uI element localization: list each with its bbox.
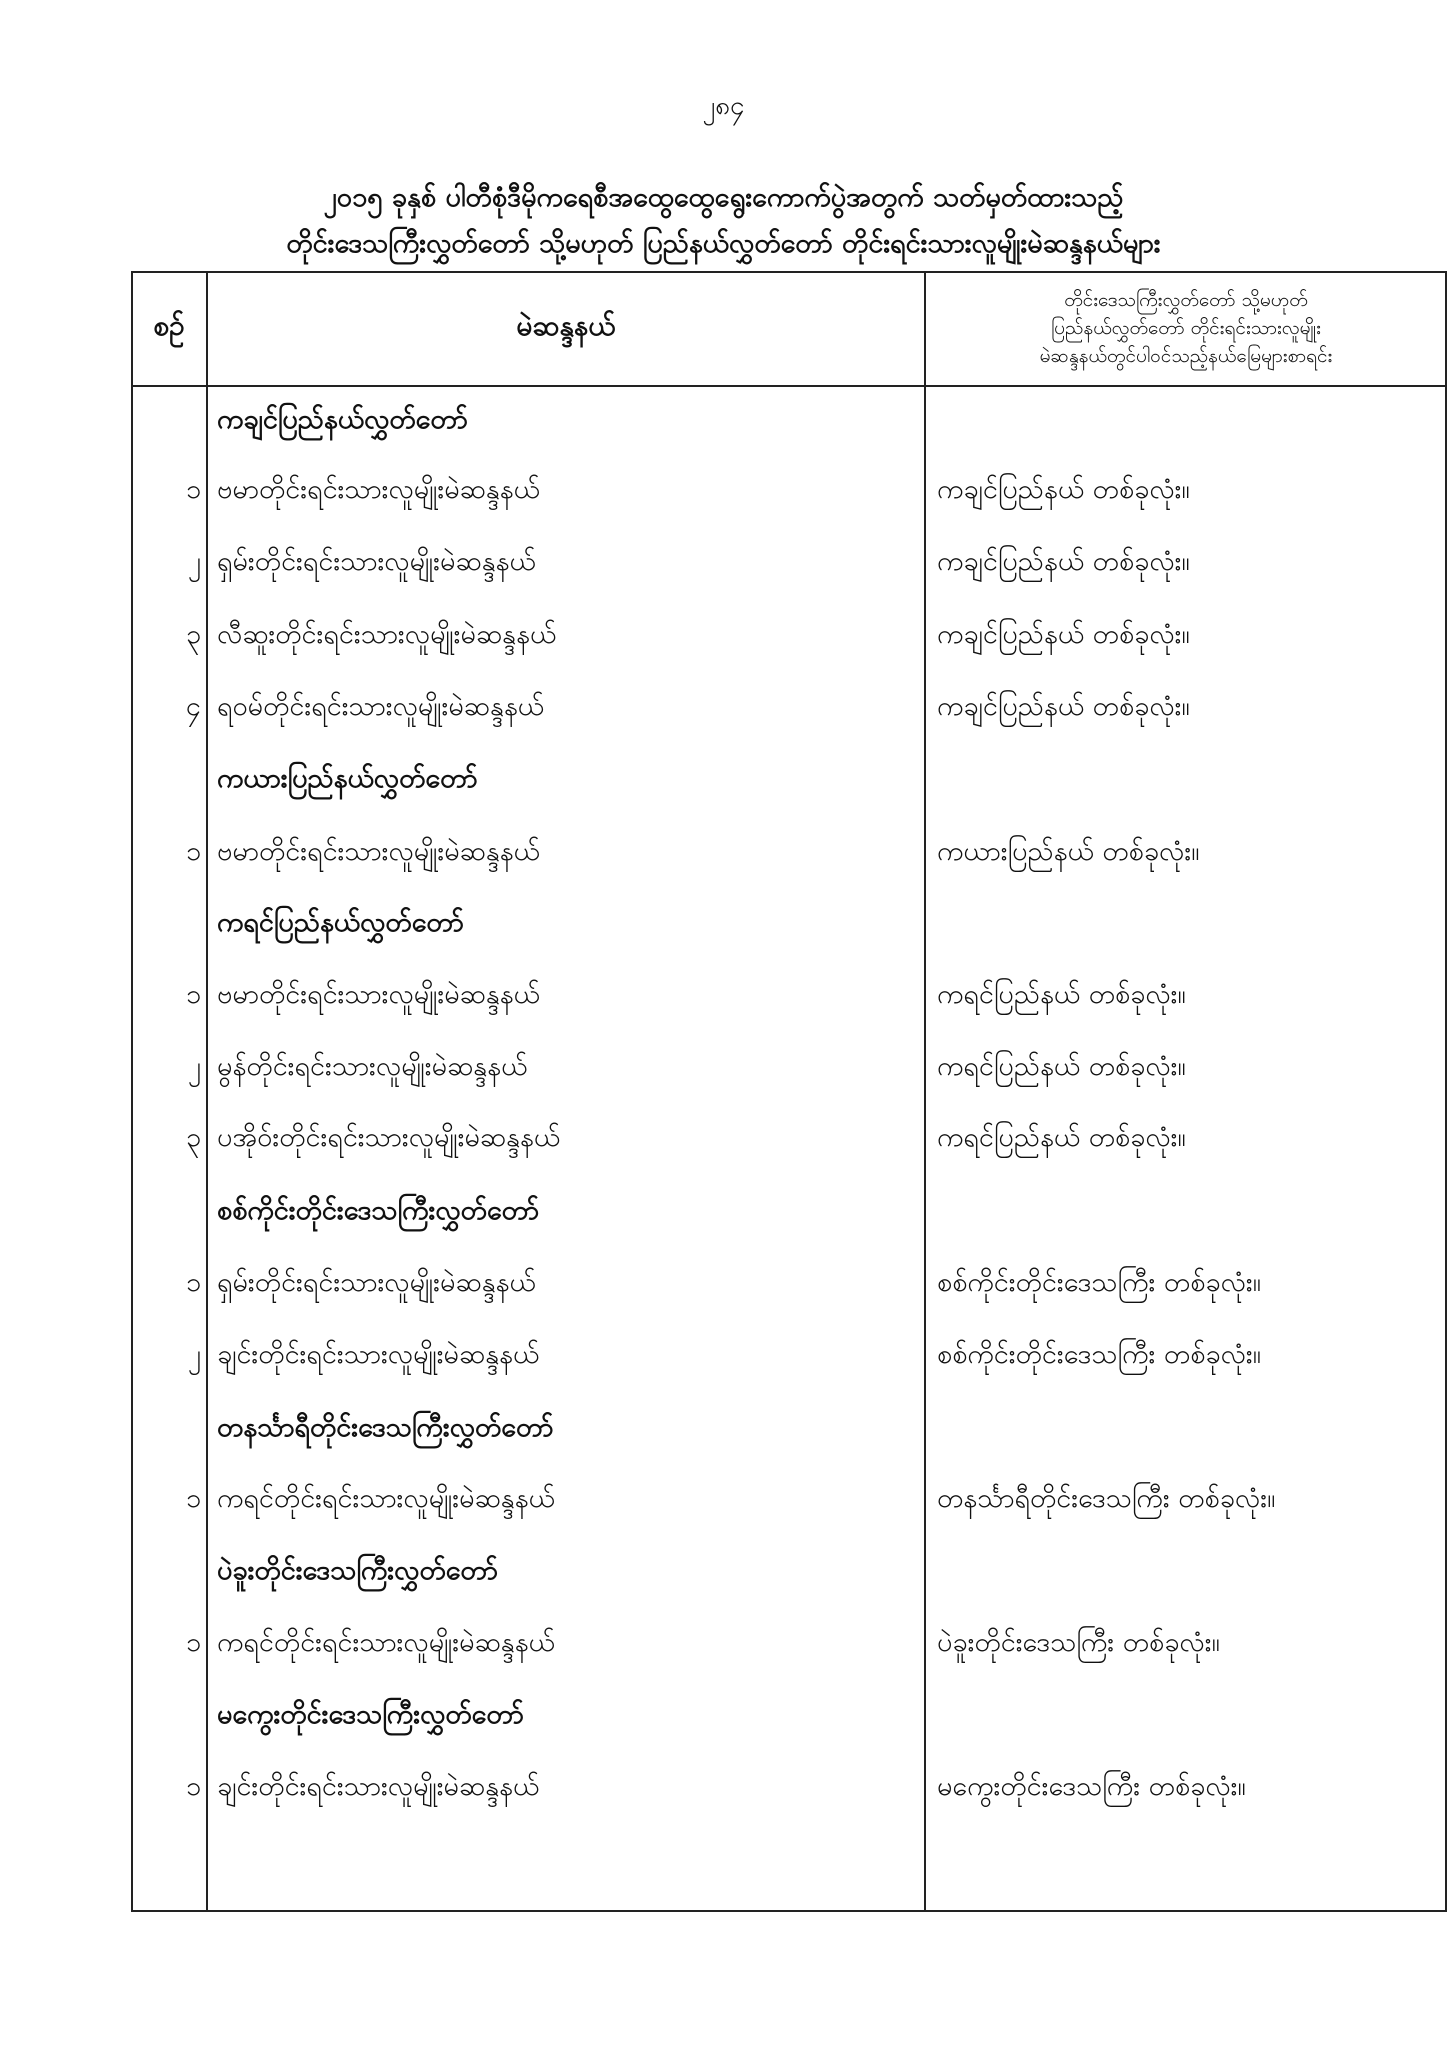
constituency-name: ပအိုဝ်းတိုင်းရင်းသားလူမျိုးမဲဆန္ဒနယ် — [217, 1122, 561, 1153]
header-area-list — [925, 271, 1447, 385]
header-constituency: မဲဆန္ဒနယ် — [516, 309, 616, 342]
hluttaw-name: ကယားပြည်နယ်လွှတ်တော် — [217, 763, 478, 794]
constituency-area: ကချင်ပြည်နယ် တစ်ခုလုံး။ — [937, 691, 1190, 722]
constituency-area: ကချင်ပြည်နယ် တစ်ခုလုံး။ — [937, 619, 1190, 650]
table-row — [131, 965, 1447, 1025]
group-heading-row — [131, 893, 1447, 953]
header-area-line-3: မဲဆန္ဒနယ်တွင်ပါဝင်သည့်နယ်မြေများစာရင်း — [1039, 345, 1333, 367]
constituency-area: ကချင်ပြည်နယ် တစ်ခုလုံး။ — [937, 474, 1190, 505]
table-row — [131, 605, 1447, 665]
table-row — [131, 532, 1447, 592]
serial-number: ၂ — [187, 1339, 201, 1370]
serial-number: ၁ — [185, 474, 201, 505]
table-row — [131, 1037, 1447, 1097]
group-heading-row — [131, 390, 1447, 450]
constituency-name: ရှမ်းတိုင်းရင်းသားလူမျိုးမဲဆန္ဒနယ် — [217, 546, 536, 577]
table-row — [131, 1253, 1447, 1313]
serial-number: ၂ — [187, 1051, 201, 1082]
serial-number: ၁ — [185, 836, 201, 867]
table-row — [131, 1469, 1447, 1529]
constituency-area: စစ်ကိုင်းတိုင်းဒေသကြီး တစ်ခုလုံး။ — [937, 1339, 1261, 1370]
constituency-name: ဗမာတိုင်းရင်းသားလူမျိုးမဲဆန္ဒနယ် — [217, 474, 540, 505]
hluttaw-name: ကချင်ပြည်နယ်လွှတ်တော် — [217, 404, 468, 435]
title-line-1: ၂၀၁၅ ခုနှစ် ပါတီစုံဒီမိုကရေစီအထွေထွေရွေးကောက်ပွဲအတွက် သတ်မှတ်ထားသည့် — [323, 182, 1124, 213]
hluttaw-name: စစ်ကိုင်းတိုင်းဒေသကြီးလွှတ်တော် — [217, 1195, 539, 1226]
hluttaw-name: တနင်္သာရီတိုင်းဒေသကြီးလွှတ်တော် — [217, 1412, 554, 1443]
group-heading-row — [131, 1398, 1447, 1458]
constituency-name: ချင်းတိုင်းရင်းသားလူမျိုးမဲဆန္ဒနယ် — [217, 1771, 540, 1802]
document-title — [120, 175, 1327, 267]
constituency-area: စစ်ကိုင်းတိုင်းဒေသကြီး တစ်ခုလုံး။ — [937, 1267, 1261, 1298]
serial-number: ၁ — [185, 1627, 201, 1658]
constituency-name: လီဆူးတိုင်းရင်းသားလူမျိုးမဲဆန္ဒနယ် — [217, 619, 557, 650]
constituency-name: ရှမ်းတိုင်းရင်းသားလူမျိုးမဲဆန္ဒနယ် — [217, 1267, 536, 1298]
table-row — [131, 677, 1447, 737]
group-heading-row — [131, 1541, 1447, 1601]
serial-number: ၄ — [185, 691, 201, 722]
constituency-area: ပဲခူးတိုင်းဒေသကြီး တစ်ခုလုံး။ — [937, 1627, 1220, 1658]
table-row — [131, 1757, 1447, 1817]
serial-number: ၁ — [185, 1483, 201, 1514]
constituency-area: ကယားပြည်နယ် တစ်ခုလုံး။ — [937, 836, 1200, 867]
page-number: ၂၈၄ — [702, 91, 745, 121]
constituency-area: တနင်္သာရီတိုင်းဒေသကြီး တစ်ခုလုံး။ — [937, 1483, 1276, 1514]
group-heading-row — [131, 1685, 1447, 1745]
constituency-area: ကရင်ပြည်နယ် တစ်ခုလုံး။ — [937, 979, 1186, 1010]
table-row — [131, 1325, 1447, 1385]
constituency-name: ဗမာတိုင်းရင်းသားလူမျိုးမဲဆန္ဒနယ် — [217, 836, 540, 867]
group-heading-row — [131, 749, 1447, 809]
table-row — [131, 1108, 1447, 1168]
serial-number: ၃ — [185, 1122, 201, 1153]
header-divider — [131, 385, 1447, 387]
constituency-area: ကချင်ပြည်နယ် တစ်ခုလုံး။ — [937, 546, 1190, 577]
constituency-name: မွန်တိုင်းရင်းသားလူမျိုးမဲဆန္ဒနယ် — [217, 1051, 528, 1082]
table-row — [131, 822, 1447, 882]
constituency-area: မကွေးတိုင်းဒေသကြီး တစ်ခုလုံး။ — [937, 1771, 1246, 1802]
hluttaw-name: ကရင်ပြည်နယ်လွှတ်တော် — [217, 907, 464, 938]
serial-number: ၁ — [185, 1771, 201, 1802]
constituency-area: ကရင်ပြည်နယ် တစ်ခုလုံး။ — [937, 1122, 1186, 1153]
constituency-name: ကရင်တိုင်းရင်းသားလူမျိုးမဲဆန္ဒနယ် — [217, 1627, 555, 1658]
constituency-name: ကရင်တိုင်းရင်းသားလူမျိုးမဲဆန္ဒနယ် — [217, 1483, 555, 1514]
constituency-name: ဗမာတိုင်းရင်းသားလူမျိုးမဲဆန္ဒနယ် — [217, 979, 540, 1010]
table-row — [131, 1613, 1447, 1673]
header-area-line-2: ပြည်နယ်လွှတ်တော် တိုင်းရင်းသားလူမျိုး — [1050, 317, 1322, 339]
serial-number: ၁ — [185, 979, 201, 1010]
table-row — [131, 460, 1447, 520]
constituency-name: ချင်းတိုင်းရင်းသားလူမျိုးမဲဆန္ဒနယ် — [217, 1339, 540, 1370]
header-serial-number: စဉ် — [153, 309, 185, 342]
constituency-area: ကရင်ပြည်နယ် တစ်ခုလုံး။ — [937, 1051, 1186, 1082]
serial-number: ၁ — [185, 1267, 201, 1298]
header-area-line-1: တိုင်းဒေသကြီးလွှတ်တော် သို့မဟုတ် — [1064, 289, 1308, 311]
group-heading-row — [131, 1181, 1447, 1241]
hluttaw-name: မကွေးတိုင်းဒေသကြီးလွှတ်တော် — [217, 1699, 524, 1730]
title-line-2: တိုင်းဒေသကြီးလွှတ်တော် သို့မဟုတ် ပြည်နယ်လွှတ်တော် တိုင်းရင်းသားလူမျိုးမဲဆန္ဒနယ်များ — [286, 228, 1161, 259]
hluttaw-name: ပဲခူးတိုင်းဒေသကြီးလွှတ်တော် — [217, 1555, 498, 1586]
serial-number: ၂ — [187, 546, 201, 577]
serial-number: ၃ — [185, 619, 201, 650]
constituency-name: ရဝမ်တိုင်းရင်းသားလူမျိုးမဲဆန္ဒနယ် — [217, 691, 545, 722]
